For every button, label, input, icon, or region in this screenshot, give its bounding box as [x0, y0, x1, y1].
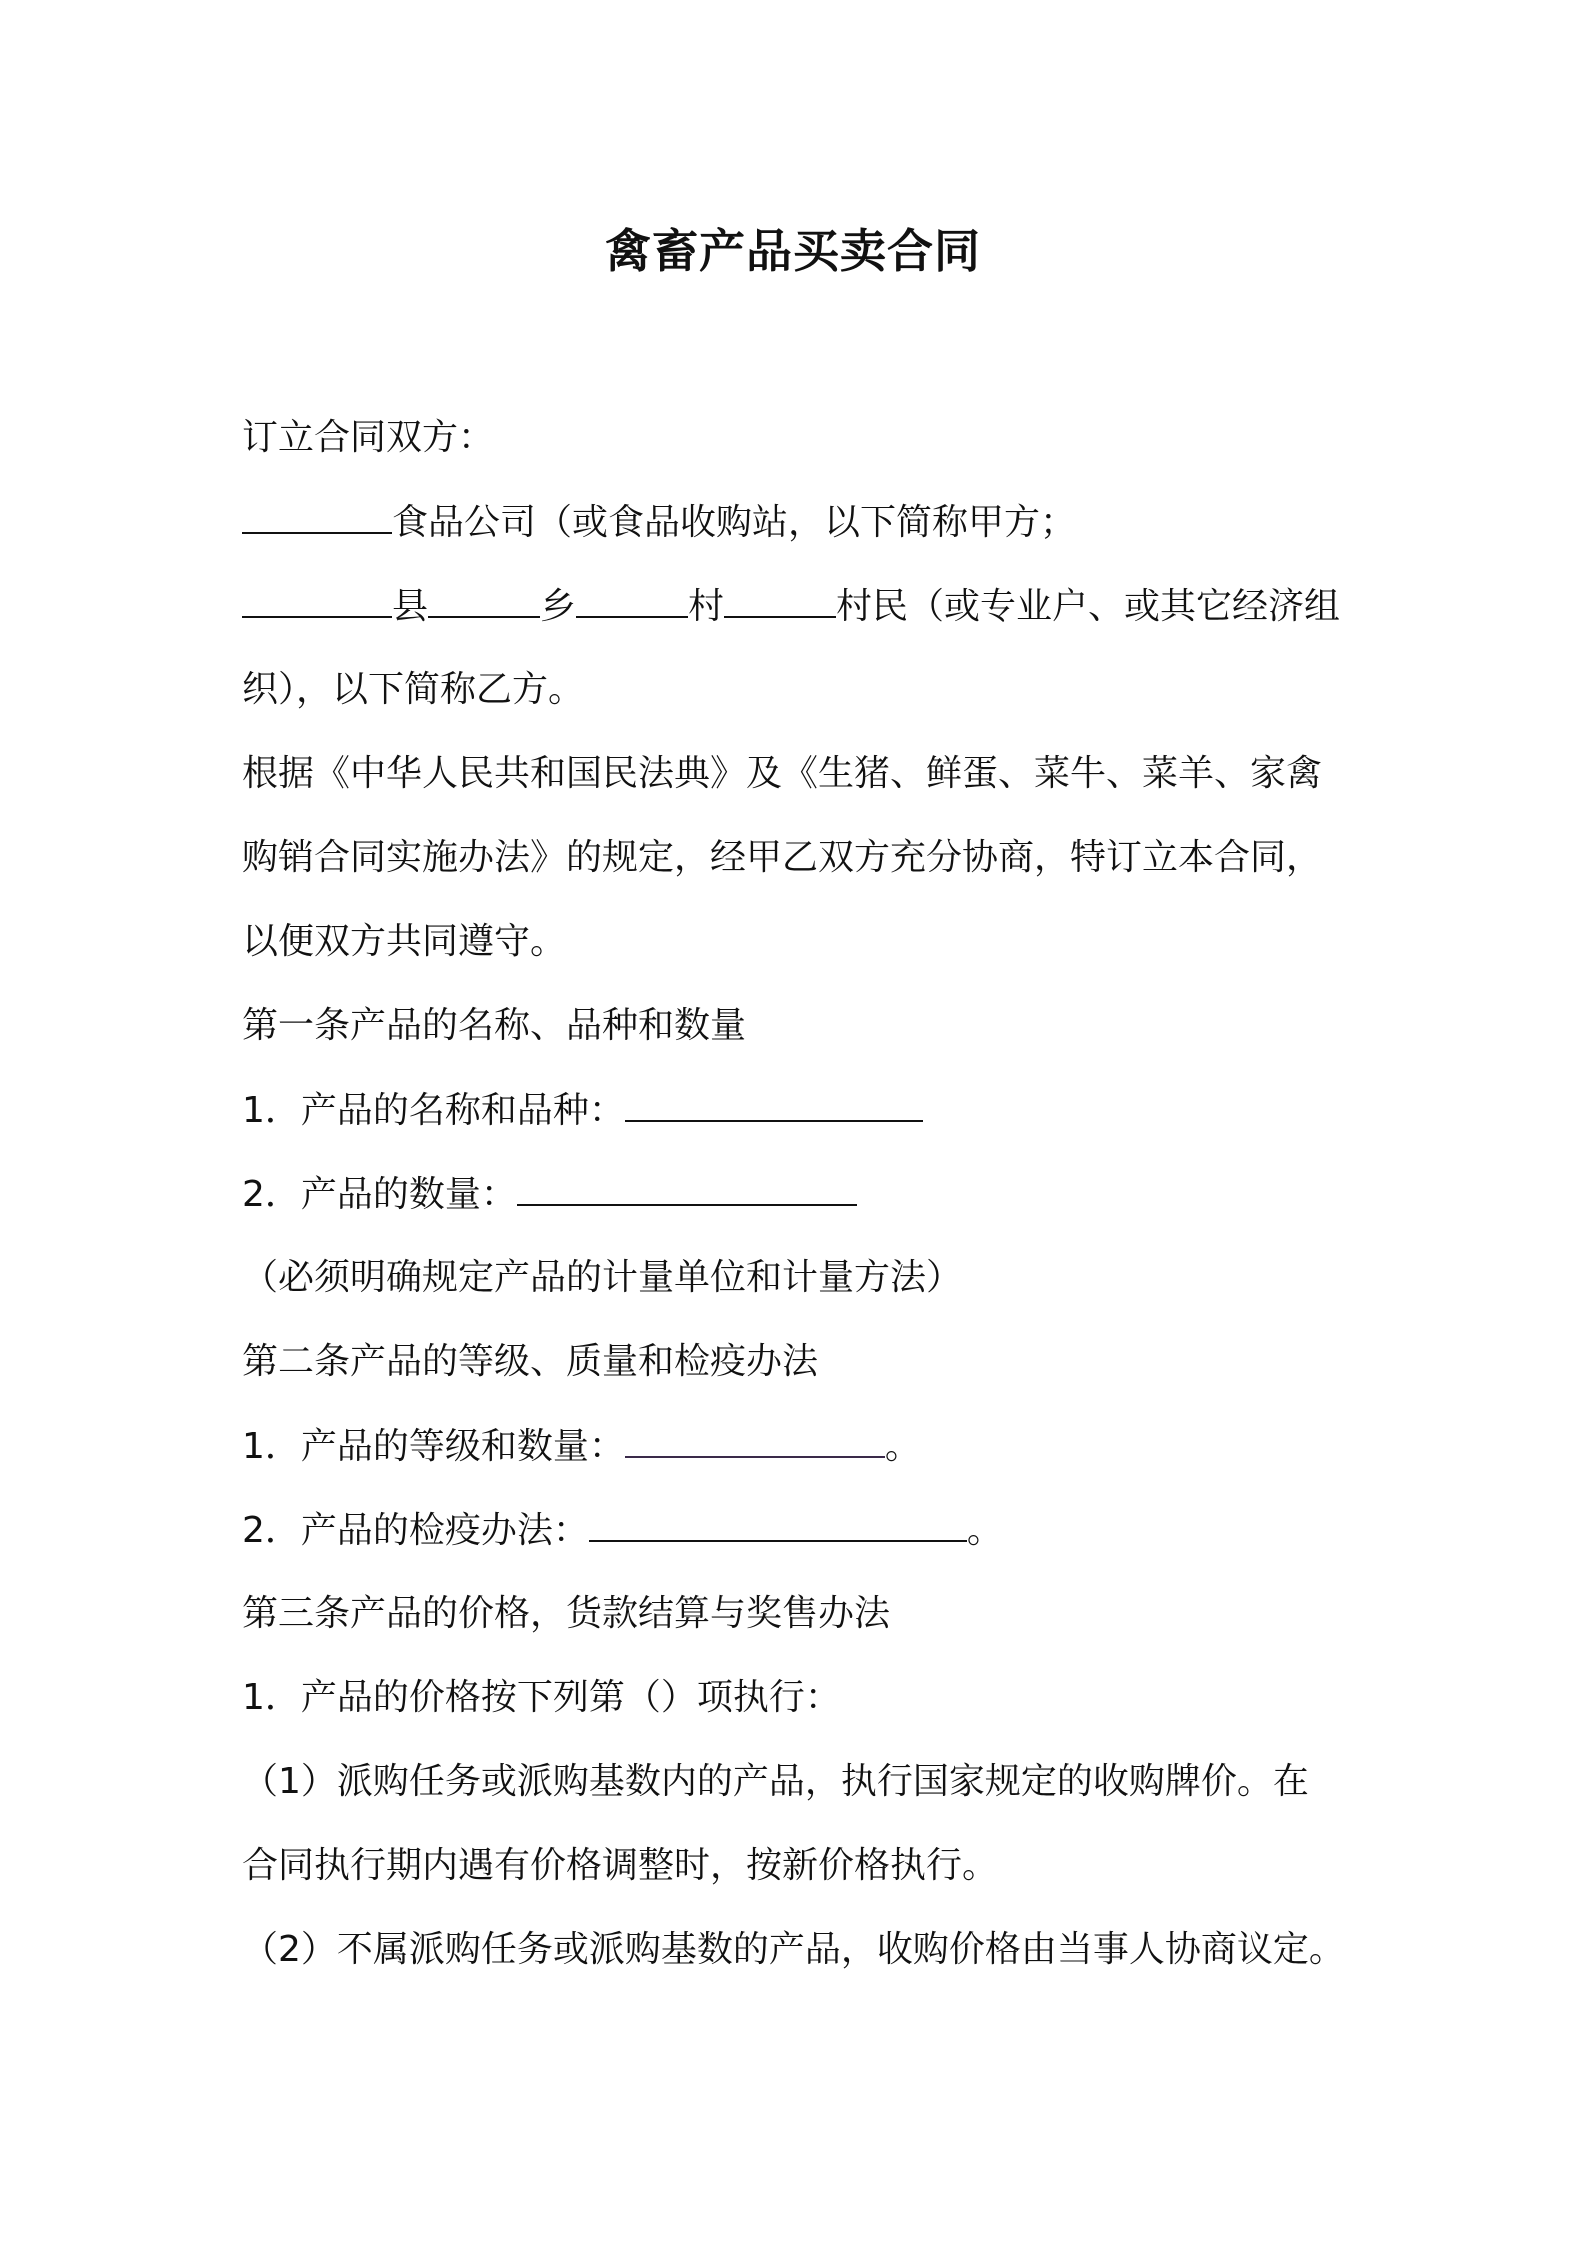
article3-sub1-line1: （1）派购任务或派购基数内的产品，执行国家规定的收购牌价。在 — [242, 1761, 1309, 1802]
parties-heading: 订立合同双方： — [242, 417, 495, 458]
article2-item2 — [242, 1506, 1003, 1555]
quarantine-blank[interactable] — [589, 1506, 967, 1542]
article1-heading: 第一条产品的名称、品种和数量 — [242, 1005, 747, 1046]
article2-item1-label: 1．产品的等级和数量： — [242, 1426, 625, 1467]
basis-line-2: 购销合同实施办法》的规定，经甲乙双方充分协商，特订立本合同， — [242, 837, 1323, 878]
party-a-line — [242, 498, 1076, 547]
article3-sub1-line2: 合同执行期内遇有价格调整时，按新价格执行。 — [242, 1845, 999, 1886]
villager-blank[interactable] — [724, 582, 836, 618]
township-blank[interactable] — [428, 582, 540, 618]
basis-line-1: 根据《中华人民共和国民法典》及《生猪、鲜蛋、菜牛、菜羊、家禽 — [242, 753, 1323, 794]
article1-item1 — [242, 1086, 923, 1135]
product-quantity-blank[interactable] — [517, 1170, 857, 1206]
article2-heading: 第二条产品的等级、质量和检疫办法 — [242, 1341, 819, 1382]
article1-item2 — [242, 1170, 857, 1219]
party-b-continuation: 织），以下简称乙方。 — [242, 669, 585, 710]
article2-item2-label: 2．产品的检疫办法： — [242, 1510, 589, 1551]
article1-item2-label: 2．产品的数量： — [242, 1174, 517, 1215]
party-a-blank[interactable] — [242, 498, 392, 534]
villager-label: 村民（或专业户、或其它经济组 — [836, 586, 1341, 627]
article1-item1-label: 1．产品的名称和品种： — [242, 1090, 625, 1131]
county-blank[interactable] — [242, 582, 392, 618]
party-b-line — [242, 582, 1340, 631]
product-name-blank[interactable] — [625, 1086, 923, 1122]
article2-item1 — [242, 1422, 921, 1471]
document-title: 禽畜产品买卖合同 — [605, 224, 981, 278]
article2-item1-end: 。 — [884, 1426, 921, 1467]
basis-line-3: 以便双方共同遵守。 — [242, 921, 567, 962]
article3-sub2: （2）不属派购任务或派购基数的产品，收购价格由当事人协商议定。 — [242, 1929, 1345, 1970]
article3-heading: 第三条产品的价格，货款结算与奖售办法 — [242, 1593, 891, 1634]
village-blank[interactable] — [576, 582, 688, 618]
party-a-text: 食品公司（或食品收购站，以下简称甲方； — [392, 502, 1077, 543]
county-label: 县 — [392, 586, 429, 627]
article2-item2-end: 。 — [966, 1510, 1003, 1551]
village-label: 村 — [688, 586, 725, 627]
township-label: 乡 — [540, 586, 577, 627]
article3-item1: 1．产品的价格按下列第（）项执行： — [242, 1677, 841, 1718]
article1-note: （必须明确规定产品的计量单位和计量方法） — [242, 1257, 963, 1298]
grade-blank[interactable] — [625, 1422, 885, 1458]
